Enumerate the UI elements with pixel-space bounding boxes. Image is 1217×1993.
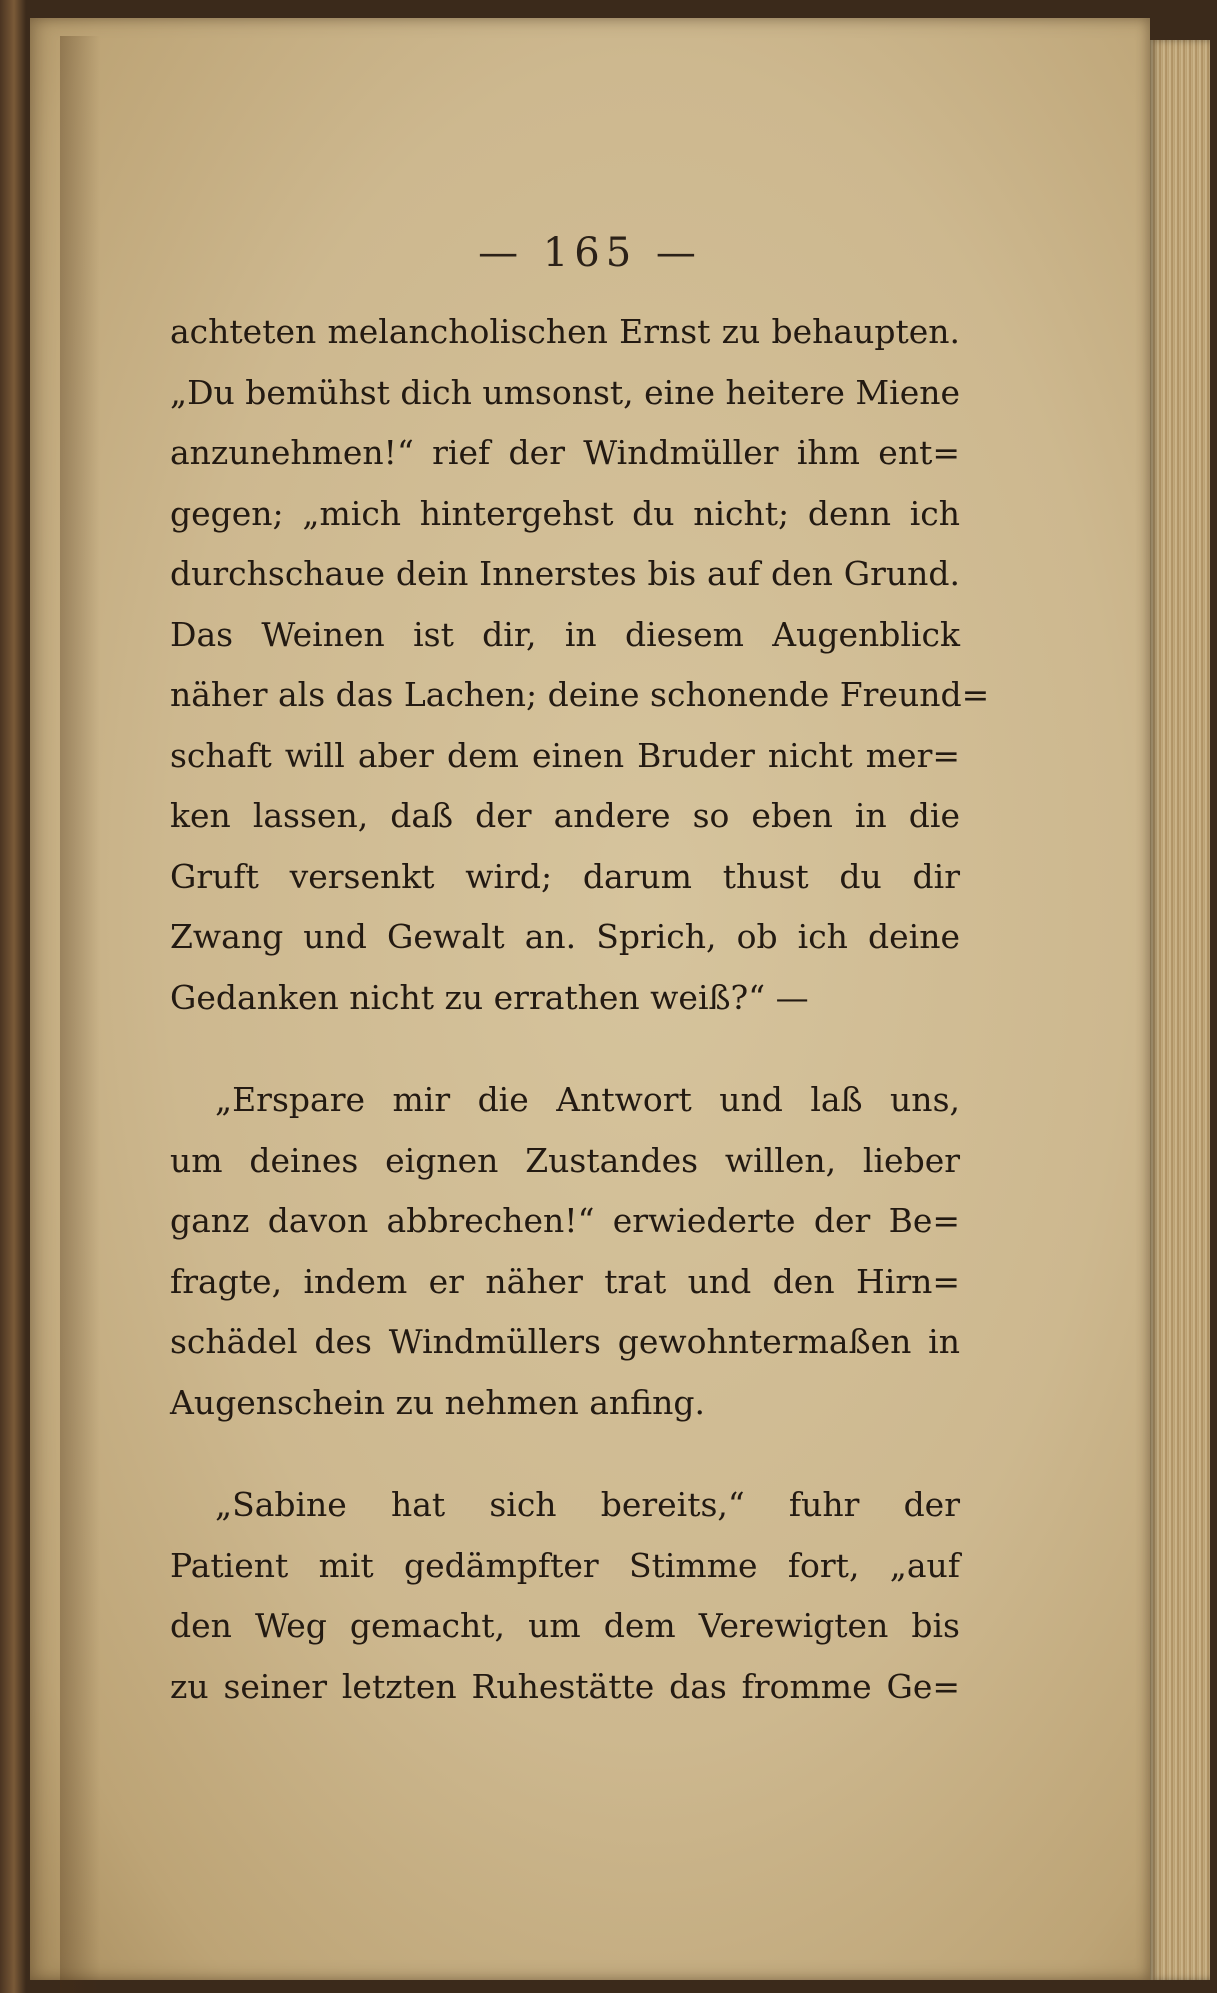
text-line: den Weg gemacht, um dem Verewigten bis (170, 1606, 960, 1645)
paragraph-1 (170, 302, 990, 1028)
text-line: zu seiner letzten Ruhestätte das fromme Ge= (170, 1666, 960, 1706)
page-number: — 165 — (478, 230, 702, 276)
text-line: näher als das Lachen; deine schonende Freund= (170, 675, 990, 714)
text-line: achteten melancholischen Ernst zu behaupten. (170, 312, 960, 351)
page-edges (1150, 40, 1210, 1980)
page-text (170, 302, 990, 1717)
book-page (30, 18, 1150, 1980)
text-line: Augenschein zu nehmen anfing. (170, 1382, 706, 1422)
text-line: Gedanken nicht zu errathen weiß?“ — (170, 977, 809, 1017)
text-line: Gruft versenkt wird; darum thust du dir (170, 856, 960, 896)
text-line: „Du bemühst dich umsonst, eine heitere Miene (170, 372, 961, 412)
text-line: um deines eignen Zustandes willen, lieber (170, 1140, 960, 1180)
text-line: gegen; „mich hintergehst du nicht; denn ich (170, 493, 960, 533)
text-line: fragte, indem er näher trat und den Hirn= (170, 1261, 960, 1301)
text-line: Patient mit gedämpfter Stimme fort, „auf (170, 1545, 960, 1585)
text-line: Zwang und Gewalt an. Sprich, ob ich deine (170, 917, 960, 956)
paragraph-3 (170, 1475, 960, 1717)
paragraph-2 (170, 1070, 960, 1433)
spine-shadow (60, 36, 100, 1993)
text-line: ken lassen, daß der andere so eben in die (170, 796, 960, 835)
text-line: schädel des Windmüllers gewohntermaßen in (170, 1322, 960, 1361)
text-line: durchschaue dein Innerstes bis auf den Grund. (170, 554, 960, 593)
text-line: Das Weinen ist dir, in diesem Augenblick (170, 614, 960, 654)
text-line: anzunehmen!“ rief der Windmüller ihm ent= (170, 433, 960, 472)
text-line: „Sabine hat sich bereits,“ fuhr der (215, 1485, 960, 1524)
text-line: schaft will aber dem einen Bruder nicht mer= (170, 735, 960, 775)
text-line: ganz davon abbrechen!“ erwiederte der Be= (170, 1201, 960, 1240)
text-line: „Erspare mir die Antwort und laß uns, (215, 1080, 960, 1119)
